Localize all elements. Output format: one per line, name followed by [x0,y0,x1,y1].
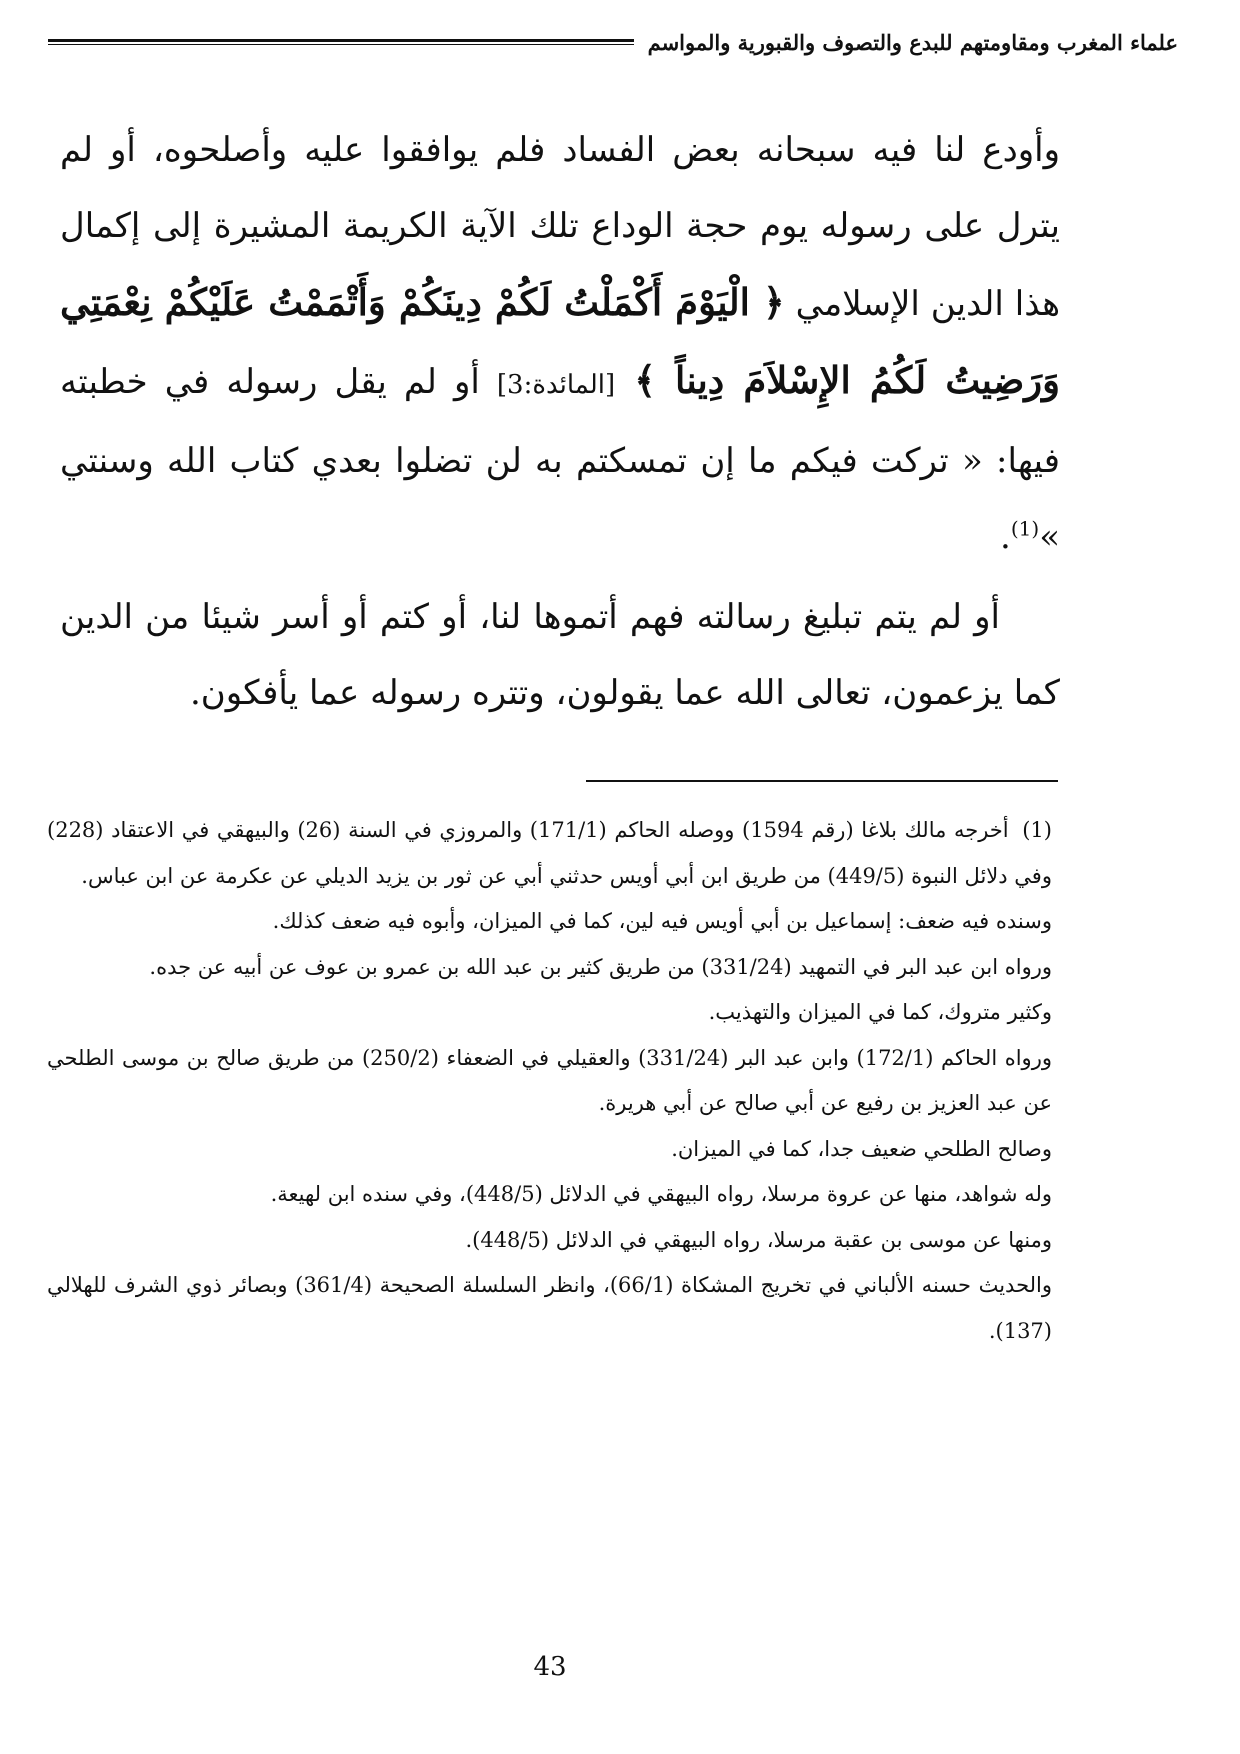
footnote-paragraph: وله شواهد، منها عن عروة مرسلا، رواه البيهقي في الدلائل (448/5)، وفي سنده ابن لهيعة. [270,1182,1052,1206]
footnote-number: (1) [1022,818,1052,842]
footnote-paragraph: وسنده فيه ضعف: إسماعيل بن أبي أويس فيه لين، كما في الميزان، وأبوه فيه ضعف كذلك. [272,909,1052,933]
footnote-paragraph: ورواه الحاكم (172/1) وابن عبد البر (331/24) والعقيلي في الضعفاء (250/2) من طريق صالح بن موسى الطلحي عن عبد العزيز بن رفيع عن أبي صالح عن أبي هريرة. [47,1045,1052,1115]
footnote-reference[interactable]: (1) [1010,516,1040,541]
paragraph-1-end: . [1000,517,1011,557]
footnote-paragraph: وصالح الطلحي ضعيف جدا، كما في الميزان. [671,1136,1052,1161]
quran-reference: [المائدة:3] [496,370,616,400]
footnote-paragraph: وكثير متروك، كما في الميزان والتهذيب. [708,1000,1052,1024]
header-rule [48,39,634,45]
quran-verse-text: الْيَوْمَ أَكْمَلْتُ لَكُمْ دِينَكُمْ وَأَتْمَمْتُ عَلَيْكُمْ نِعْمَتِي وَرَضِيتُ لَكُمُ الإِسْلاَمَ دِيناً [60,280,1060,402]
quran-close-bracket: ﴾ [634,358,656,402]
footnote-1 [47,808,1052,899]
footnote-paragraph: ورواه ابن عبد البر في التمهيد (331/24) من طريق كثير بن عبد الله بن عمرو بن عوف عن أبيه عن جده. [149,954,1052,979]
footnote-paragraph: والحديث حسنه الألباني في تخريج المشكاة (66/1)، وانظر السلسلة الصحيحة (361/4) وبصائر ذوي الشرف للهلالي (137). [47,1273,1053,1343]
footnote-1-text: أخرجه مالك بلاغا (رقم 1594) ووصله الحاكم (171/1) والمروزي في السنة (26) والبيهقي في الاعتقاد (228) وفي دلائل النبوة (449/5) من طريق ابن أبي أويس حدثني أبي عن ثور بن يزيد الديلي عن عكرمة عن ابن عباس. [47,818,1052,888]
paragraph-1-text-a: وأودع لنا فيه سبحانه بعض الفساد فلم يوافقوا عليه وأصلحوه، أو لم يترل على رسوله يوم حجة الوداع تلك الآية الكريمة المشيرة إلى إكمال هذا الدين الإسلامي [60,130,1061,324]
paragraph-2: أو لم يتم تبليغ رسالته فهم أتموها لنا، أو كتم أو أسر شيئا من الدين كما يزعمون، تعالى الله عما يقولون، وتتره رسوله عما يأفكون. [60,597,1060,713]
page-number: 43 [533,1652,567,1682]
paragraph-1-text-b: أو لم يقل رسوله في خطبته فيها: « تركت فيكم ما إن تمسكتم به لن تضلوا بعدي كتاب الله وسنتي » [60,362,1060,557]
footnote-paragraph: ومنها عن موسى بن عقبة مرسلا، رواه البيهقي في الدلائل (448/5). [465,1227,1052,1252]
paragraph-1 [60,112,1060,575]
footnotes [47,808,1052,1354]
running-header [48,22,1178,62]
footnote-separator [586,780,1058,782]
quran-open-bracket: ﴿ [762,280,785,324]
header-title: علماء المغرب ومقاومتهم للبدع والتصوف والقبورية والمواسم [647,29,1178,55]
main-text [60,112,1060,731]
